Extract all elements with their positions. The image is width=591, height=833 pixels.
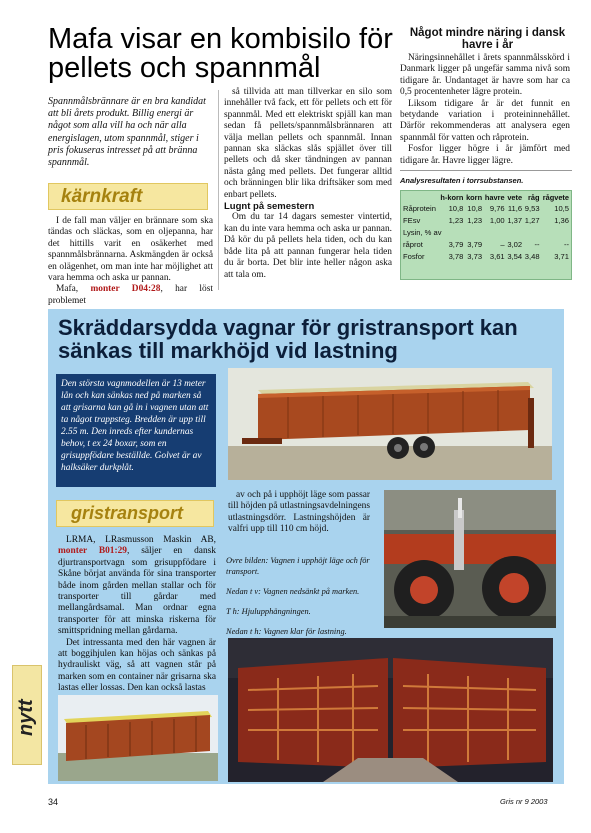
page-number: 34 — [48, 797, 59, 807]
table-cell: 1,36 — [554, 216, 569, 225]
table-cell: 3,71 — [554, 252, 569, 261]
paragraph: Näringsinnehållet i årets spannmålsskörd i Danmark ligger på ungefär samma nivå som tidigare år. Undantaget är havre som har ca 0,5 procentenheter lägre protein. — [400, 53, 570, 98]
photo-caption: Nedan t h: Vagnen klar för lastning. — [226, 627, 347, 636]
table-row — [401, 214, 571, 226]
table-cell: 10,8 — [467, 204, 483, 213]
booth-number: monter B01:29 — [58, 546, 127, 557]
table-cell: 1,23 — [448, 216, 464, 225]
trailer-lowered-photo — [58, 695, 218, 781]
text-run: , säljer en dansk djurtransportvagn som grisuppfödare i Skåne börjat använda för sina transporter både inom gården mellan stallar och för transporter till gårdar med mellangårdsamal. Man ordnar egna transporter för att minska riskerna för smittspridning mellan gårdarna. — [58, 546, 216, 637]
sidebar-title: Något mindre näring i dansk havre i år — [409, 27, 566, 51]
paragraph: Liksom tidigare år är det funnit en betydande variation i proteininnehållet. Därför rekommenderas att analysera egen spannmål för vatten och råprotein. — [400, 98, 570, 143]
topic-tag-box — [56, 500, 214, 527]
table-header: havre — [484, 193, 505, 202]
table-cell: 3,02 — [507, 240, 523, 249]
table-cell: -- — [534, 240, 540, 249]
table-header — [401, 191, 439, 202]
trailer-interior-photo — [228, 638, 553, 782]
analysis-table — [400, 190, 572, 280]
headline: Mafa visar en kombisilo för pellets och spannmål — [48, 23, 393, 84]
wheel-suspension-photo — [384, 490, 556, 628]
table-cell: 3,48 — [524, 252, 540, 261]
table-header: vete — [507, 193, 523, 202]
section-tab-label: nytt — [15, 699, 37, 736]
table-cell: 10,5 — [554, 204, 569, 213]
table-cell: 3,54 — [507, 252, 523, 261]
table-cell: 10,8 — [448, 204, 464, 213]
paragraph — [58, 535, 216, 638]
table-cell: 3,78 — [448, 252, 464, 261]
photo-captions — [226, 555, 376, 637]
feature-column-2 — [228, 490, 370, 536]
table-header-row — [401, 191, 571, 202]
text-run: Mafa, — [56, 284, 91, 295]
booth-number: monter D04:28 — [90, 284, 161, 295]
table-cell: 11,6 — [507, 204, 523, 213]
photo-caption: T h: Hjulupphängningen. — [226, 607, 311, 616]
paragraph: Om du tar 14 dagars semester vintertid, kan du inte vara hemma och aska ur pannan. Då kör du på pellets hela tiden, och du kan både lita på att pannan fungerar hela tiden du är borta. Det blir inte heller någon aska att tala om. — [224, 212, 392, 280]
table-row — [401, 250, 571, 262]
table-header: korn — [466, 193, 483, 202]
analysis-table-grid — [401, 191, 571, 262]
table-cell: -- — [563, 240, 569, 249]
paragraph: Fosfor ligger högre i år jämfört med tidigare år. Havre ligger lägre. — [400, 144, 570, 166]
table-cell: Fosfor — [403, 252, 425, 261]
article-column-2 — [224, 87, 392, 281]
table-cell: 1,37 — [507, 216, 523, 225]
trailer-interior-illustration — [228, 638, 553, 782]
sidebar-text — [400, 53, 570, 167]
section-tab — [12, 665, 42, 765]
feature-headline: Skräddarsydda vagnar för gristransport kan sänkas till markhöjd vid lastning — [58, 315, 518, 363]
trailer-lowered-illustration — [58, 695, 218, 781]
paragraph: så tillvida att man tillverkar en silo som innehåller två fack, ett för pellets och ett för spannmål. Med ett elektriskt spjäll kan man sedan få pellets/spannmålsbrännaren att välja mellan pellets och spannmål. Innan pannan ska släckas slås spjället över till pellets och då sker tändningen av pannan nästa gång med pellets. Det fungerar alltid och bränningen blir lika driftsäker som med enbart pellets. — [224, 87, 392, 200]
paragraph: I de fall man väljer en brännare som ska tändas och släckas, som en oljepanna, har det hittills varit en osäkerhet med spannmålsbrännarna. Askmängden är också en olägenhet, om man inte har möjlighet att vara hemma och aska ur pannan. — [48, 216, 213, 284]
article-intro: Spannmålsbrännare är en bra kandidat att bli årets produkt. Billig energi är något som alla vill ha och när alla energislagen, utom spannmål, stiger i pris fokuseras intresset på att bränna spannmål. — [48, 96, 206, 169]
table-cell: 3,79 — [448, 240, 464, 249]
table-cell: råprot — [403, 240, 423, 249]
feature-intro: Den största vagnmodellen är 13 meter lån och kan sänkas ned på marken så att grisarna kan gå in i vagnen utan att ta något trappsteg. Bredden är upp till 2.55 m. Den inreds efter kundernas behov, t ex 24 boxar, som en grisuppfödare beställde. Golvet är av halksäker durkplåt. — [56, 374, 216, 487]
table-row — [401, 226, 571, 238]
topic-tag-box — [48, 183, 208, 210]
text-run: , har löst problemet — [48, 284, 213, 306]
table-cell: 3,79 — [467, 240, 483, 249]
sidebar-divider — [400, 170, 572, 171]
text-run: LRMA, LRasmusson Maskin AB, — [66, 535, 216, 545]
photo-caption: Nedan t v: Vagnen nedsänkt på marken. — [226, 587, 360, 596]
photo-caption: Ovre bilden: Vagnen i upphöjt läge och för transport. — [226, 556, 370, 576]
table-cell: 1,27 — [524, 216, 540, 225]
paragraph: av och på i upphöjt läge som passar till höjden på utlastningsavdelningens utlastningsdörr. Lastningshöjden är valfri upp till 110 cm höjd. — [228, 490, 370, 535]
magazine-issue: Gris nr 9 2003 — [500, 797, 548, 806]
table-caption: Analysresultaten i torrsubstansen. — [400, 176, 524, 185]
table-header: råg — [528, 193, 540, 202]
article-column-1 — [48, 216, 213, 307]
table-cell: 3,73 — [467, 252, 483, 261]
table-cell: Råprotein — [403, 204, 436, 213]
table-cell: 1,00 — [489, 216, 505, 225]
table-cell: 9,53 — [524, 204, 540, 213]
topic-tag: gristransport — [71, 503, 184, 523]
wheel-suspension-illustration — [384, 490, 556, 628]
feature-column-1 — [58, 535, 216, 695]
table-row — [401, 202, 571, 214]
paragraph — [48, 284, 213, 307]
subheading: Lugnt på semestern — [224, 201, 315, 213]
table-cell: 1,23 — [467, 216, 483, 225]
topic-tag: kärnkraft — [61, 186, 143, 207]
table-cell: 9,76 — [489, 204, 505, 213]
trailer-raised-illustration — [228, 368, 552, 480]
table-row — [401, 238, 571, 250]
table-cell: FEsv — [403, 216, 421, 225]
column-divider — [218, 90, 219, 290]
table-header: h-korn — [440, 193, 464, 202]
table-header: rågvete — [542, 193, 569, 202]
paragraph: Det intressanta med den här vagnen är att boggihjulen kan höjas och sänkas på hydrauliskt väg, så att vagnen står på marken som en container när grisarna ska lastas eller lossas. Den kan också lastas — [58, 637, 216, 694]
table-cell: – — [500, 240, 505, 249]
table-cell: 3,61 — [489, 252, 505, 261]
trailer-raised-photo — [228, 368, 552, 480]
table-cell: Lysin, % av — [403, 228, 442, 237]
